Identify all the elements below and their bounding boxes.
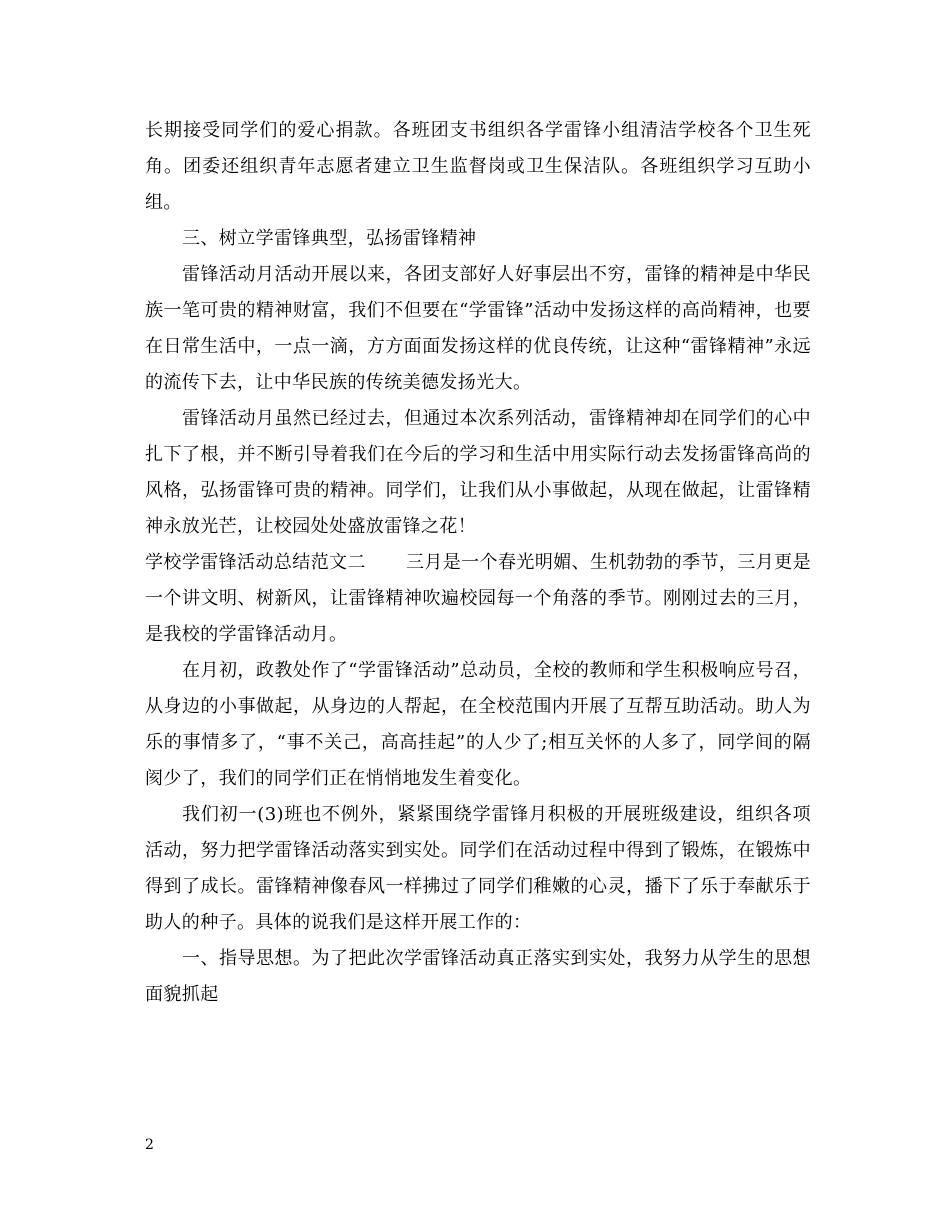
paragraph-section-two-intro (145, 545, 811, 653)
paragraph-class-activities: 我们初一(3)班也不例外，紧紧围绕学雷锋月积极的开展班级建设，组织各项活动，努力把学雷锋活动落实到实处。同学们在活动过程中得到了锻炼，在锻炼中得到了成长。雷锋精神像春风一样拂过了同学们稚嫩的心灵，播下了乐于奉献乐于助人的种子。具体的说我们是这样开展工作的： (145, 804, 811, 933)
document-page (145, 113, 811, 1013)
section-intro: 三月是一个春光明媚、生机勃勃的季节，三月更是一个讲文明、树新风，让雷锋精神吹遍校园每一个角落的季节。刚刚过去的三月，是我校的学雷锋活动月。 (145, 552, 811, 645)
heading-section-three: 三、树立学雷锋典型，弘扬雷锋精神 (182, 228, 477, 249)
paragraph-mobilization: 在月初，政教处作了“学雷锋活动”总动员，全校的教师和学生积极响应号召，从身边的小事做起，从身边的人帮起，在全校范围内开展了互帮互助活动。助人为乐的事情多了，“事不关己，高高挂起”的人少了;相互关怀的人多了，同学间的隔阂少了，我们的同学们正在悄悄地发生着变化。 (145, 660, 811, 789)
paragraph-guiding-idea: 一、指导思想。为了把此次学雷锋活动真正落实到实处，我努力从学生的思想面貌抓起 (145, 948, 811, 1005)
section-title: 学校学雷锋活动总结范文二 (145, 552, 366, 573)
paragraph-activity-month: 雷锋活动月活动开展以来，各团支部好人好事层出不穷，雷锋的精神是中华民族一笔可贵的精神财富，我们不但要在“学雷锋”活动中发扬这样的高尚精神，也要在日常生活中，一点一滴，方方面面发扬这样的优良传统，让这种“雷锋精神”永远的流传下去，让中华民族的传统美德发扬光大。 (145, 264, 811, 393)
page-number: 2 (145, 1137, 154, 1153)
paragraph-donations: 长期接受同学们的爱心捐款。各班团支书组织各学雷锋小组清洁学校各个卫生死角。团委还组织青年志愿者建立卫生监督岗或卫生保洁队。各班组织学习互助小组。 (145, 120, 811, 213)
paragraph-spirit-rooted: 雷锋活动月虽然已经过去，但通过本次系列活动，雷锋精神却在同学们的心中扎下了根，并不断引导着我们在今后的学习和生活中用实际行动去发扬雷锋高尚的风格，弘扬雷锋可贵的精神。同学们，让我们从小事做起，从现在做起，让雷锋精神永放光芒，让校园处处盛放雷锋之花！ (145, 408, 811, 537)
